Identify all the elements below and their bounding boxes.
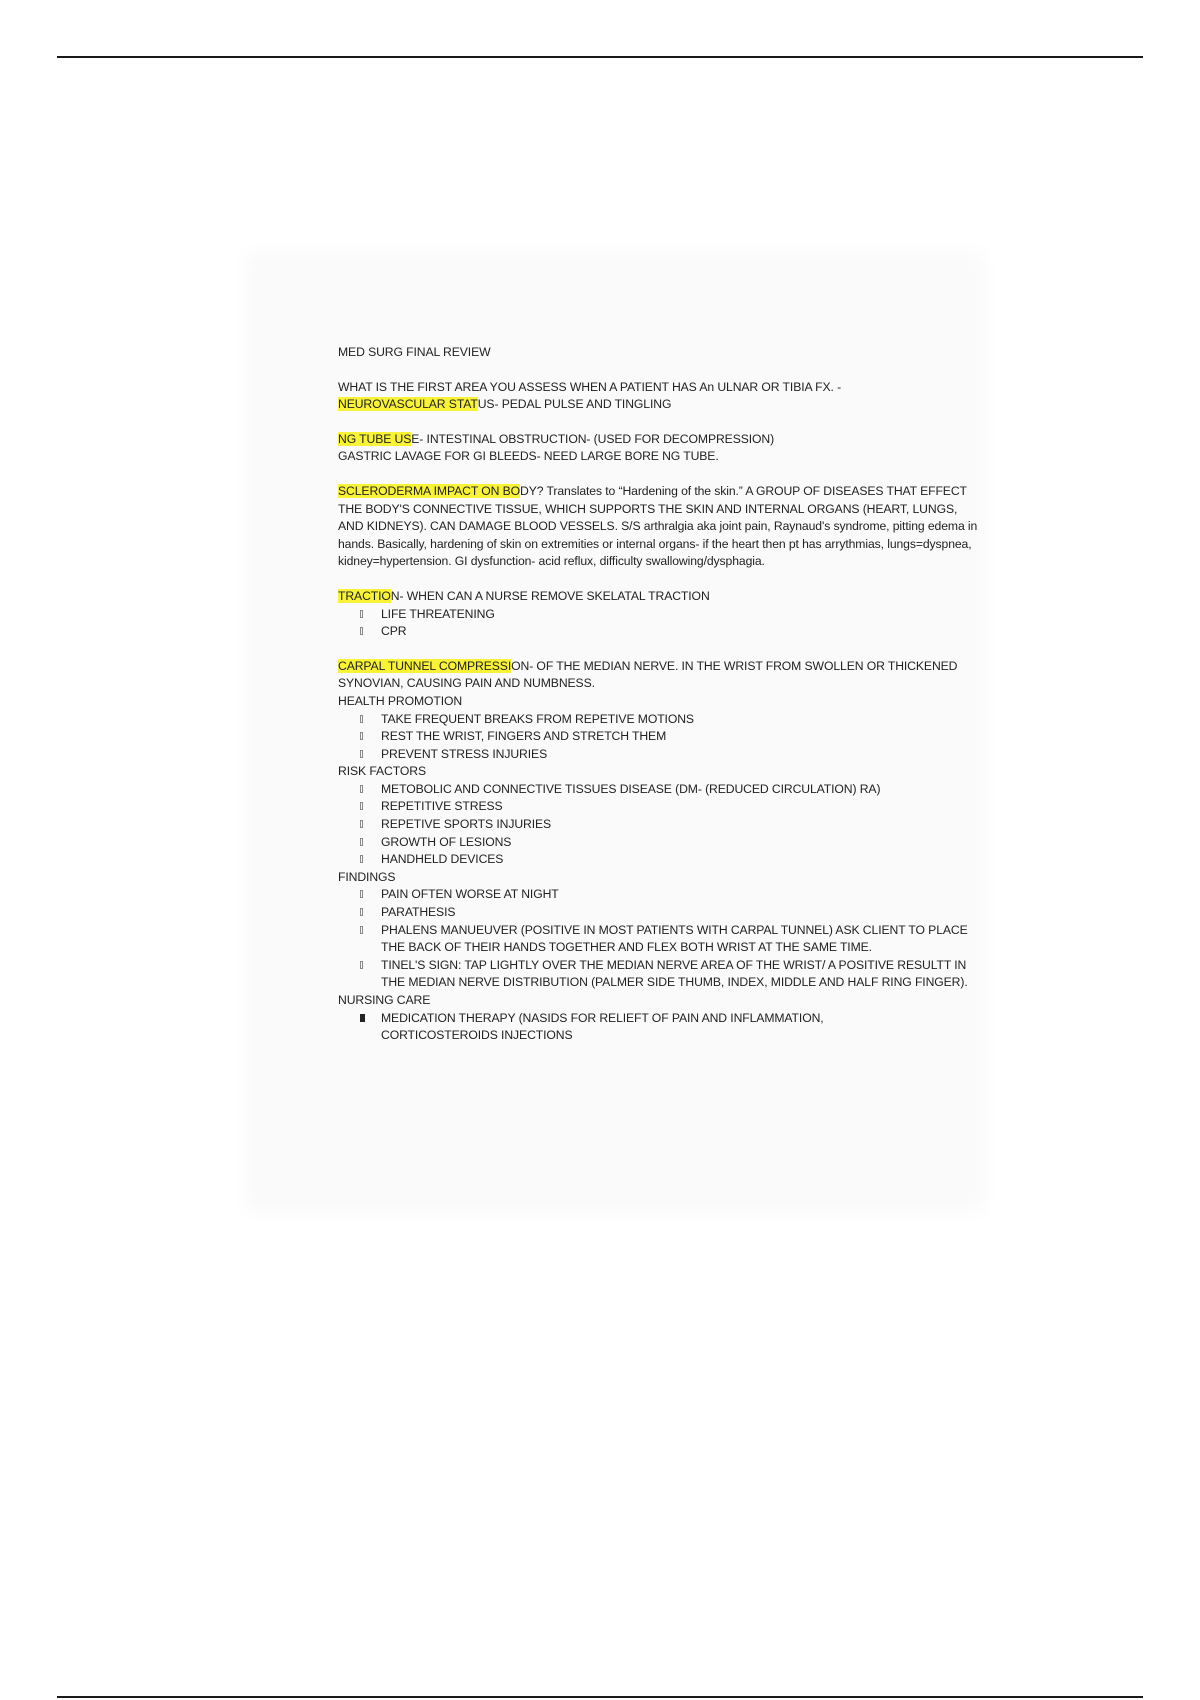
q1-paragraph (338, 379, 978, 414)
list-item: CPR (381, 623, 978, 641)
list-item: PREVENT STRESS INJURIES (381, 746, 978, 764)
list-item: REPETITIVE STRESS (381, 798, 978, 816)
health-promotion-heading: HEALTH PROMOTION (338, 693, 463, 708)
list-item: PAIN OFTEN WORSE AT NIGHT (381, 886, 978, 904)
q3-highlight: SCLERODERMA IMPACT ON BO (338, 483, 521, 498)
q2-line2: GASTRIC LAVAGE FOR GI BLEEDS- NEED LARGE BORE NG TUBE. (338, 449, 719, 464)
risk-factors-heading: RISK FACTORS (338, 764, 426, 779)
q5-highlight: CARPAL TUNNEL COMPRESSI (338, 658, 512, 673)
list-item: PARATHESIS (381, 904, 978, 922)
list-item: HANDHELD DEVICES (381, 851, 978, 869)
list-item: TINEL'S SIGN: TAP LIGHTLY OVER THE MEDIAN NERVE AREA OF THE WRIST/ A POSITIVE RESULTT IN THE MEDIAN NERVE DISTRIBUTION (PALMER SIDE THUMB, INDEX, MIDDLE AND HALF RING FINGER). (381, 957, 978, 992)
q4-highlight: TRACTIO (338, 588, 391, 603)
q3-paragraph (338, 483, 978, 571)
traction-list (338, 606, 978, 641)
document-body (338, 344, 978, 1045)
q2-highlight: NG TUBE US (338, 431, 412, 446)
risk-factors-list (338, 781, 978, 869)
q1-question: WHAT IS THE FIRST AREA YOU ASSESS WHEN A PATIENT HAS An ULNAR OR TIBIA FX. - (338, 379, 842, 394)
q1-highlight: NEUROVASCULAR STAT (338, 397, 478, 412)
bottom-rule (57, 1696, 1143, 1698)
nursing-care-list (338, 1010, 978, 1045)
q3-answer: DY? Translates to “Hardening of the skin.” A GROUP OF DISEASES THAT EFFECT THE BODY'S CONNECTIVE TISSUE, WHICH SUPPORTS THE SKIN AND INTERNAL ORGANS (HEART, LUNGS, AND KIDNEYS). CAN DAMAGE BLOOD VESSELS. S/S arthralgia aka joint pain, Raynaud's syndrome, pitting edema in hands. Basically, hardening of skin on extremities or internal organs- if the heart then pt has arrythmias, lungs=dyspnea, kidney=hypertension. GI dysfunction- acid reflux, difficulty swallowing/dysphagia. (338, 483, 978, 569)
findings-list (338, 886, 978, 992)
list-item: TAKE FREQUENT BREAKS FROM REPETIVE MOTIONS (381, 711, 978, 729)
q4-answer: N- WHEN CAN A NURSE REMOVE SKELATAL TRACTION (390, 588, 710, 603)
q4-paragraph (338, 588, 978, 606)
q1-answer: US- PEDAL PULSE AND TINGLING (477, 397, 672, 412)
top-rule (57, 56, 1143, 58)
doc-title: MED SURG FINAL REVIEW (338, 345, 491, 359)
list-item: PHALENS MANUEUVER (POSITIVE IN MOST PATIENTS WITH CARPAL TUNNEL) ASK CLIENT TO PLACE THE BACK OF THEIR HANDS TOGETHER AND FLEX BOTH WRIST AT THE SAME TIME. (381, 922, 978, 957)
q5-paragraph (338, 658, 978, 693)
findings-heading: FINDINGS (338, 869, 396, 884)
list-item: LIFE THREATENING (381, 606, 978, 624)
list-item: MEDICATION THERAPY (NASIDS FOR RELIEFT OF PAIN AND INFLAMMATION, CORTICOSTEROIDS INJECTIONS (381, 1010, 881, 1045)
list-item: REPETIVE SPORTS INJURIES (381, 816, 978, 834)
list-item: REST THE WRIST, FINGERS AND STRETCH THEM (381, 728, 978, 746)
q2-paragraph (338, 431, 978, 466)
nursing-care-heading: NURSING CARE (338, 993, 431, 1007)
health-promotion-list (338, 711, 978, 764)
q5-answer: ON- OF THE MEDIAN NERVE. IN THE WRIST FROM SWOLLEN OR THICKENED SYNOVIAN, CAUSING PAIN AND NUMBNESS. (338, 658, 958, 691)
list-item: METOBOLIC AND CONNECTIVE TISSUES DISEASE (DM- (REDUCED CIRCULATION) RA) (381, 781, 901, 799)
list-item: GROWTH OF LESIONS (381, 834, 978, 852)
q2-answer: E- INTESTINAL OBSTRUCTION- (USED FOR DECOMPRESSION) (411, 431, 775, 446)
